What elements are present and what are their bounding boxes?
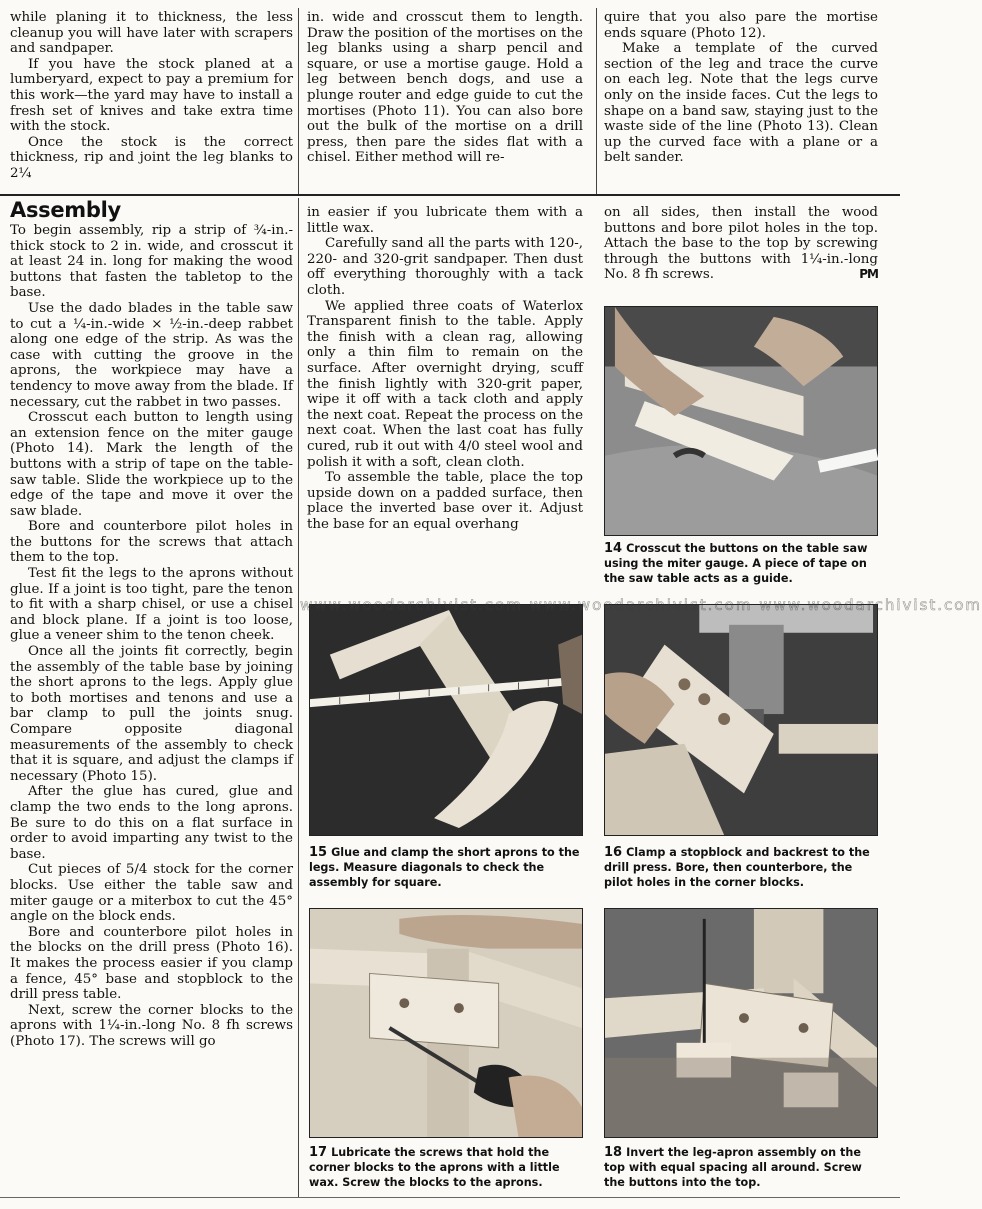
- paragraph: Once the stock is the correct thickness, rip and joint the leg blanks to 2¼: [10, 134, 293, 181]
- caption-photo-14: 14 Crosscut the buttons on the table saw using the miter gauge. A piece of tape on the saw table acts as a guide.: [604, 541, 868, 585]
- paragraph: Use the dado blades in the table saw to cut a ¼-in.-wide × ½-in.-deep rabbet along one edge of the strip. As was the case with cutting the groove in the aprons, the workpiece may have a tendency to move away from the blade. If necessary, cut the rabbet in two passes.: [10, 300, 293, 410]
- assembly-column-3: [604, 205, 878, 283]
- top-column-2: [307, 10, 583, 166]
- pm-signoff-mark: PM: [859, 267, 878, 282]
- column-rule: [596, 8, 597, 194]
- page-bottom-rule: [0, 1197, 900, 1198]
- paragraph: Cut pieces of 5/4 stock for the corner blocks. Use either the table saw and miter gauge or a miterbox to cut the 45° angle on the block ends.: [10, 862, 293, 925]
- paragraph: Bore and counterbore pilot holes in the buttons for the screws that attach them to the top.: [10, 519, 293, 566]
- caption-photo-15: 15 Glue and clamp the short aprons to the legs. Measure diagonals to check the assembly for square.: [309, 845, 580, 889]
- paragraph: Next, screw the corner blocks to the aprons with 1¼-in.-long No. 8 fh screws (Photo 17). The screws will go: [10, 1002, 293, 1049]
- photo-17-screw-blocks: [309, 908, 583, 1138]
- paragraph: Carefully sand all the parts with 120-, 220- and 320-grit sandpaper. Then dust off everything thoroughly with a tack cloth.: [307, 236, 583, 298]
- paragraph: in easier if you lubricate them with a little wax.: [307, 205, 583, 236]
- photo-15-clamp-aprons: [309, 604, 583, 836]
- column-rule: [298, 198, 299, 1198]
- top-column-1: [10, 10, 293, 182]
- paragraph: Make a template of the curved section of the leg and trace the curve on each leg. Note that the legs curve only on the inside faces. Cut the legs to shape on a band saw, staying just to the waste side of the line (Photo 13). Clean up the curved face with a plane or a belt sander.: [604, 41, 878, 166]
- section-heading: Assembly: [10, 198, 121, 222]
- top-column-3: [604, 10, 878, 166]
- section-divider: [0, 194, 900, 196]
- paragraph: To assemble the table, place the top upside down on a padded surface, then place the inverted base over it. Adjust the base for an equal overhang: [307, 470, 583, 532]
- column-rule: [298, 8, 299, 194]
- assembly-column-1: [10, 223, 293, 1195]
- paragraph: To begin assembly, rip a strip of ¾-in.-thick stock to 2 in. wide, and crosscut it at least 24 in. long for making the wood buttons that fasten the tabletop to the base.: [10, 223, 293, 301]
- paragraph: quire that you also pare the mortise ends square (Photo 12).: [604, 10, 878, 41]
- paragraph: Crosscut each button to length using an extension fence on the miter gauge (Photo 14). Mark the length of the buttons with a strip of tape on the table-saw table. Slide the workpiece up to the edge of the tape and move it over the saw blade.: [10, 410, 293, 519]
- photo-16-drill-press: [604, 604, 878, 836]
- caption-photo-16: 16 Clamp a stopblock and backrest to the drill press. Bore, then counterbore, the pilot holes in the corner blocks.: [604, 845, 870, 889]
- photo-14-table-saw: [604, 306, 878, 536]
- paragraph: After the glue has cured, glue and clamp the two ends to the long aprons. Be sure to do this on a flat surface in order to avoid imparting any twist to the base.: [10, 784, 293, 862]
- assembly-column-2: [307, 205, 583, 532]
- paragraph: We applied three coats of Waterlox Transparent finish to the table. Apply the finish with a clean rag, allowing only a thin film to remain on the surface. After overnight drying, scuff the finish lightly with 320-grit paper, wipe it off with a tack cloth and apply the next coat. Repeat the process on the next coat. When the last coat has fully cured, rub it out with 4/0 steel wool and polish it with a soft, clean cloth.: [307, 298, 583, 470]
- paragraph: in. wide and crosscut them to length. Draw the position of the mortises on the leg blanks using a sharp pencil and square, or use a mortise gauge. Hold a leg between bench dogs, and use a plunge router and edge guide to cut the mortises (Photo 11). You can also bore out the bulk of the mortise on a drill press, then pare the sides flat with a chisel. Either method will re-: [307, 10, 583, 166]
- paragraph: If you have the stock planed at a lumberyard, expect to pay a premium for this work—the yard may have to install a fresh set of knives and take extra time with the stock.: [10, 56, 293, 135]
- paragraph: while planing it to thickness, the less cleanup you will have later with scrapers and sandpaper.: [10, 10, 293, 57]
- paragraph: Test fit the legs to the aprons without glue. If a joint is too tight, pare the tenon to fit with a sharp chisel, or use a chisel and block plane. If a joint is too loose, glue a veneer shim to the tenon cheek.: [10, 566, 293, 644]
- paragraph: on all sides, then install the wood buttons and bore pilot holes in the top. Attach the base to the top by screwing through the buttons with 1¼-in.-long No. 8 fh screws. PM: [604, 205, 878, 283]
- paragraph: Once all the joints fit correctly, begin the assembly of the table base by joining the short aprons to the legs. Apply glue to both mortises and tenons and use a bar clamp to pull the joints snug. Compare opposite diagonal measurements of the assembly to check that it is square, and adjust the clamps if necessary (Photo 15).: [10, 644, 293, 784]
- watermark: www.woodarchivist.com www.woodarchivist.com www.woodarchivist.com: [300, 596, 982, 614]
- paragraph: Bore and counterbore pilot holes in the blocks on the drill press (Photo 16). It makes the process easier if you clamp a fence, 45° base and stopblock to the drill press table.: [10, 924, 293, 1003]
- caption-photo-18: 18 Invert the leg-apron assembly on the top with equal spacing all around. Screw the buttons into the top.: [604, 1145, 862, 1189]
- photo-18-invert-assembly: [604, 908, 878, 1138]
- caption-photo-17: 17 Lubricate the screws that hold the corner blocks to the aprons with a little wax. Screw the blocks to the aprons.: [309, 1145, 560, 1189]
